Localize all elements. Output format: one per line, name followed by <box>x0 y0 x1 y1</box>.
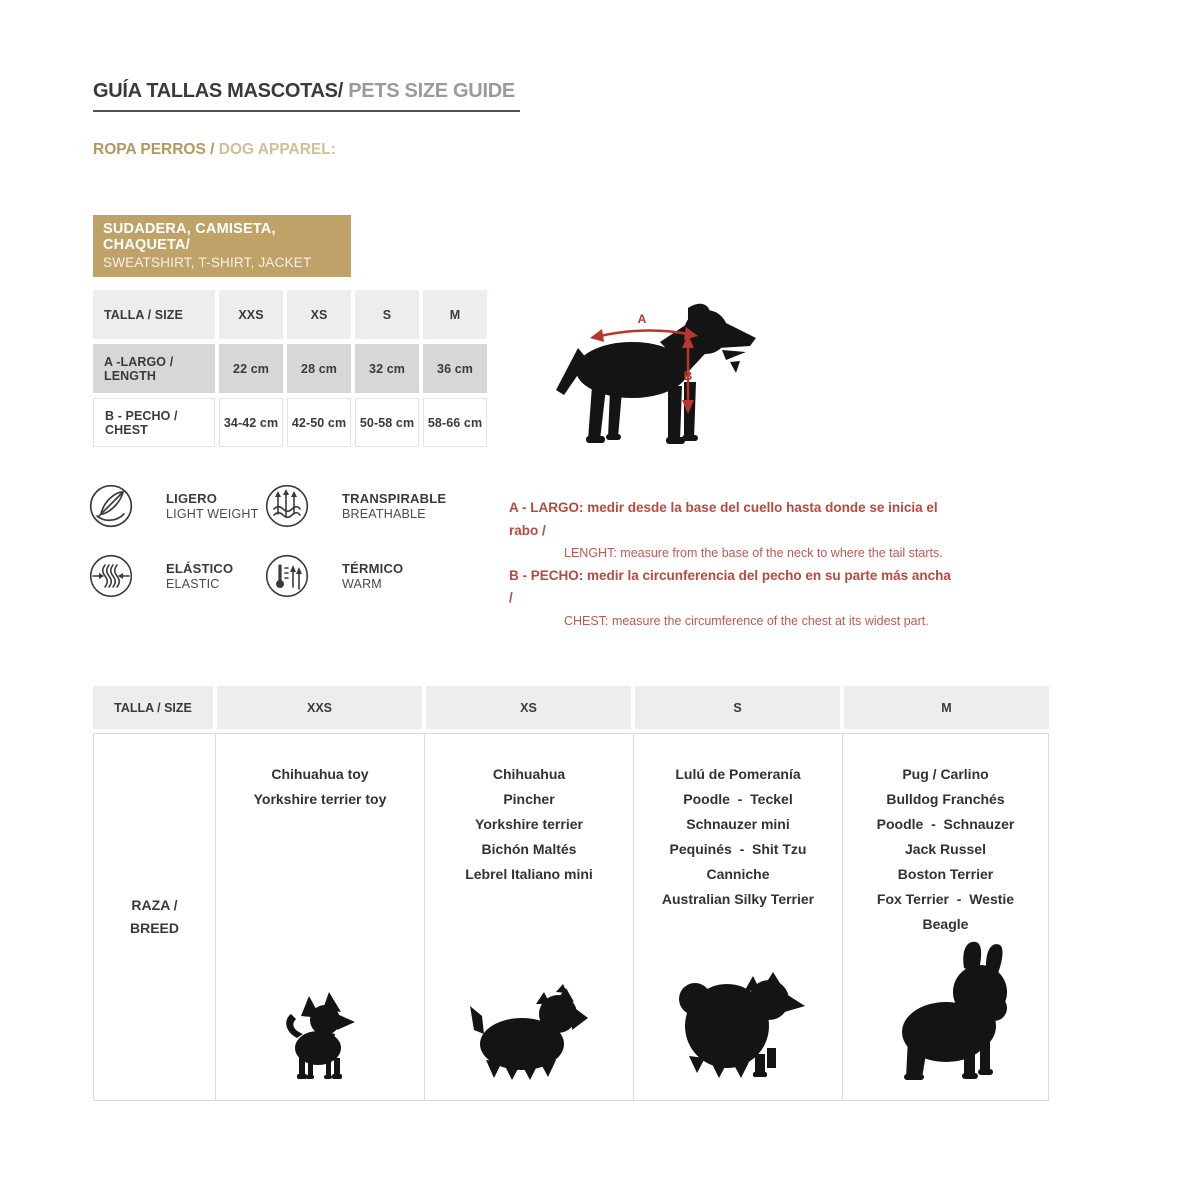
note-b-text: medir la circunferencia del pecho en su parte más ancha / <box>509 567 951 605</box>
size-table-row-label: A -LARGO / LENGTH <box>93 344 215 393</box>
size-table-value: 42-50 cm <box>287 398 351 447</box>
breed-name: Schnauzer mini <box>686 816 790 832</box>
thermometer-icon <box>264 553 310 599</box>
page-title-english: PETS SIZE GUIDE <box>342 80 515 102</box>
page-title-spanish: GUÍA TALLAS MASCOTAS/ <box>93 80 343 102</box>
breed-table-header <box>93 686 1049 729</box>
french-bulldog-silhouette <box>878 938 1014 1080</box>
breathable-arrows-icon <box>264 483 310 529</box>
breed-table-header-cell: M <box>844 686 1049 729</box>
breed-name: Lebrel Italiano mini <box>465 866 593 882</box>
breed-name: Chihuahua toy <box>271 766 369 782</box>
breed-column-m <box>843 734 1048 1100</box>
feature-lightweight <box>88 483 264 529</box>
size-table-value: 28 cm <box>287 344 351 393</box>
label-a: A <box>637 312 647 326</box>
size-table-header-cell: XS <box>287 290 351 339</box>
breed-name: Yorkshire terrier toy <box>253 791 387 807</box>
pomeranian-silhouette <box>669 966 807 1080</box>
breed-row-label-line2: BREED <box>129 920 179 936</box>
breed-name: Lulú de Pomeranía <box>675 766 801 782</box>
chihuahua-silhouette <box>281 992 359 1080</box>
feature-name-spanish: TÉRMICO <box>342 561 404 576</box>
banner-english-line: SWEATSHIRT, T-SHIRT, JACKET <box>103 255 312 270</box>
note-a-english <box>509 542 954 565</box>
longhair-chihuahua-silhouette <box>470 984 588 1080</box>
subtitle-spanish: ROPA PERROS / <box>93 141 219 158</box>
breed-name: Australian Silky Terrier <box>661 891 815 907</box>
breed-name: Bulldog Franchés <box>886 791 1005 807</box>
breed-row-label <box>94 734 216 1100</box>
feature-elastic <box>88 553 264 599</box>
breed-name: Pequinés - Shit Tzu <box>669 841 807 857</box>
breed-table <box>93 686 1049 1101</box>
breed-name: Bichón Maltés <box>481 841 577 857</box>
breed-name: Jack Russel <box>905 841 986 857</box>
measure-diagram <box>548 296 760 459</box>
section-subtitle <box>93 141 336 159</box>
breed-name: Beagle <box>922 916 969 932</box>
breed-table-header-cell: XS <box>426 686 631 729</box>
size-table-header-cell: XXS <box>219 290 283 339</box>
size-table-header-cell: S <box>355 290 419 339</box>
breed-name: Poodle - Teckel <box>683 791 793 807</box>
breed-name: Chihuahua <box>492 766 566 782</box>
feature-name-spanish: ELÁSTICO <box>166 561 234 576</box>
note-a-label: A - LARGO: <box>509 500 584 515</box>
feature-breathable <box>264 483 446 529</box>
note-b-label: B - PECHO: <box>509 567 584 583</box>
breed-name: Pug / Carlino <box>902 766 989 782</box>
feature-list <box>88 483 446 599</box>
breed-column-xxs <box>216 734 425 1100</box>
breed-table-header-cell: XXS <box>217 686 422 729</box>
size-table-value: 58-66 cm <box>423 398 487 447</box>
breed-column-s <box>634 734 843 1100</box>
breed-name: Boston Terrier <box>897 866 994 882</box>
breed-row-label-line1: RAZA / <box>131 897 178 913</box>
feature-name-english: LIGHT WEIGHT <box>166 507 259 521</box>
size-table-header-cell: M <box>423 290 487 339</box>
note-b-label-en: CHEST: <box>564 613 609 628</box>
note-a-text: medir desde la base del cuello hasta donde se inicia el rabo / <box>509 500 938 538</box>
breed-name: Pincher <box>503 791 555 807</box>
measure-dog-silhouette <box>548 296 760 454</box>
breed-name: Fox Terrier - Westie <box>876 891 1015 907</box>
feature-name-english: WARM <box>342 577 382 591</box>
note-b-spanish <box>509 565 954 610</box>
breed-name: Canniche <box>706 866 770 882</box>
feature-name-spanish: TRANSPIRABLE <box>342 491 447 506</box>
size-table-value: 34-42 cm <box>219 398 283 447</box>
measurement-notes <box>509 497 954 632</box>
breed-table-header-cell: TALLA / SIZE <box>93 686 213 729</box>
breed-column-xs <box>425 734 634 1100</box>
note-b-english <box>509 610 954 633</box>
size-table <box>93 290 487 447</box>
size-table-value: 50-58 cm <box>355 398 419 447</box>
size-table-value: 36 cm <box>423 344 487 393</box>
feature-name-english: ELASTIC <box>166 577 220 591</box>
page-title <box>93 80 520 112</box>
breed-name: Poodle - Schnauzer <box>876 816 1015 832</box>
note-a-spanish <box>509 497 954 542</box>
elastic-arrows-icon <box>88 553 134 599</box>
feature-name-english: BREATHABLE <box>342 507 426 521</box>
note-a-text-en: measure from the base of the neck to where the tail starts. <box>620 546 943 560</box>
banner-spanish-line: SUDADERA, CAMISETA, CHAQUETA/ <box>103 221 276 253</box>
breed-name: Yorkshire terrier <box>475 816 583 832</box>
feature-warm <box>264 553 446 599</box>
size-table-row-label: B - PECHO / CHEST <box>93 398 215 447</box>
size-table-value: 22 cm <box>219 344 283 393</box>
subtitle-english: DOG APPAREL: <box>218 141 336 158</box>
breed-table-body <box>93 733 1049 1101</box>
label-b: B <box>683 369 693 383</box>
breed-table-header-cell: S <box>635 686 840 729</box>
feather-hand-icon <box>88 483 134 529</box>
chest-arrow-b <box>682 334 694 414</box>
feature-name-spanish: LIGERO <box>166 491 218 506</box>
note-b-text-en: measure the circumference of the chest at its widest part. <box>611 613 929 628</box>
garment-type-banner <box>93 215 351 277</box>
note-a-label-en: LENGHT: <box>564 546 617 560</box>
size-table-header-cell: TALLA / SIZE <box>93 290 215 339</box>
size-table-value: 32 cm <box>355 344 419 393</box>
